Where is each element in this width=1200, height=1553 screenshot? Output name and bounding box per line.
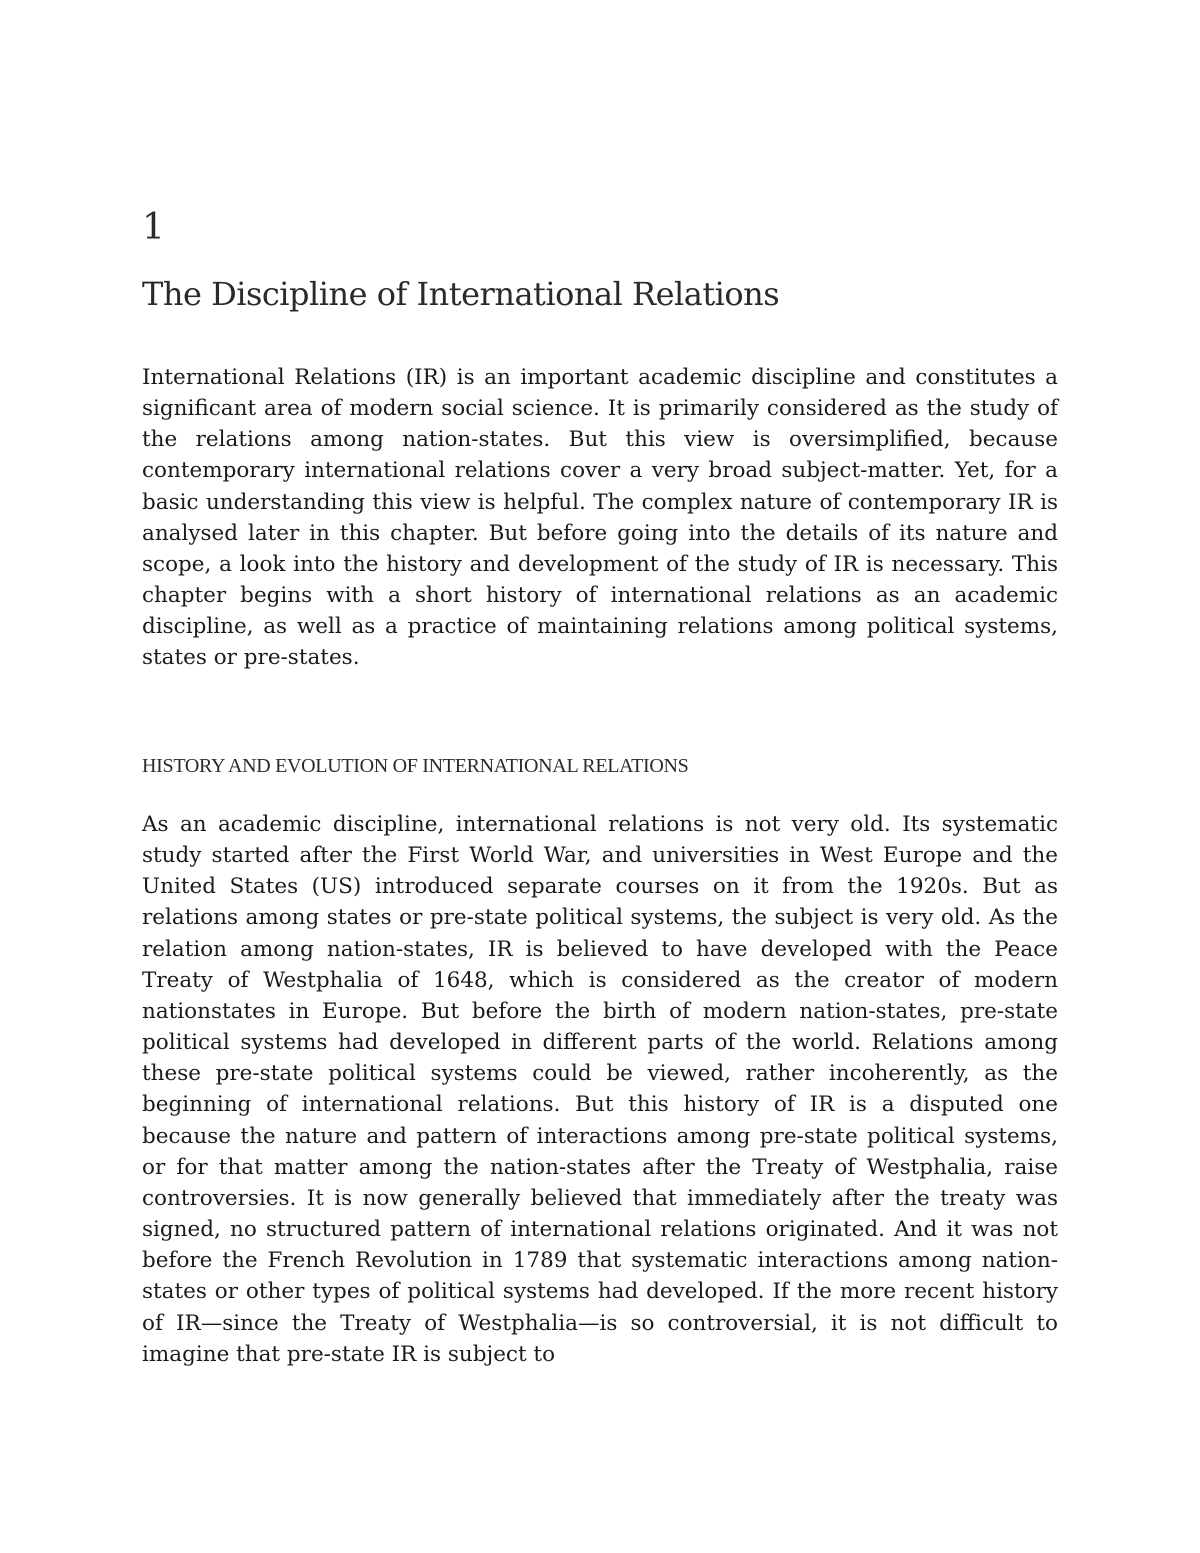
chapter-title: The Discipline of International Relations bbox=[142, 275, 780, 313]
intro-paragraph: International Relations (IR) is an important academic discipline and constitutes a significant area of modern social science. It is primarily considered as the study of the relations among nation-states. But this view is oversimplified, because contemporary international relations cover a very broad subject-matter. Yet, for a basic understanding this view is helpful. The complex nature of contemporary IR is analysed later in this chapter. But before going into the details of its nature and scope, a look into the history and development of the study of IR is necessary. This chapter begins with a short history of international relations as an academic discipline, as well as a practice of maintaining relations among political systems, states or pre-states. bbox=[142, 365, 1058, 671]
chapter-number: 1 bbox=[142, 207, 165, 248]
section-paragraph: As an academic discipline, international relations is not very old. Its systematic study started after the First World War, and universities in West Europe and the United States (US) introduced separate courses on it from the 1920s. But as relations among states or pre-state political systems, the subject is very old. As the relation among nation-states, IR is believed to have developed with the Peace Treaty of Westphalia of 1648, which is considered as the creator of modern nationstates in Europe. But before the birth of modern nation-states, pre-state political systems had developed in different parts of the world. Relations among these pre-state political systems could be viewed, rather incoherently, as the beginning of international relations. But this history of IR is a disputed one because the nature and pattern of interactions among pre-state political systems, or for that matter among the nation-states after the Treaty of Westphalia, raise controversies. It is now generally believed that immediately after the treaty was signed, no structured pattern of international relations originated. And it was not before the French Revolution in 1789 that systematic interactions among nation-states or other types of political systems had developed. If the more recent history of IR—since the Treaty of Westphalia—is so controversial, it is not difficult to imagine that pre-state IR is subject to bbox=[142, 812, 1058, 1367]
section-heading: HISTORY AND EVOLUTION OF INTERNATIONAL RELATIONS bbox=[142, 755, 689, 777]
